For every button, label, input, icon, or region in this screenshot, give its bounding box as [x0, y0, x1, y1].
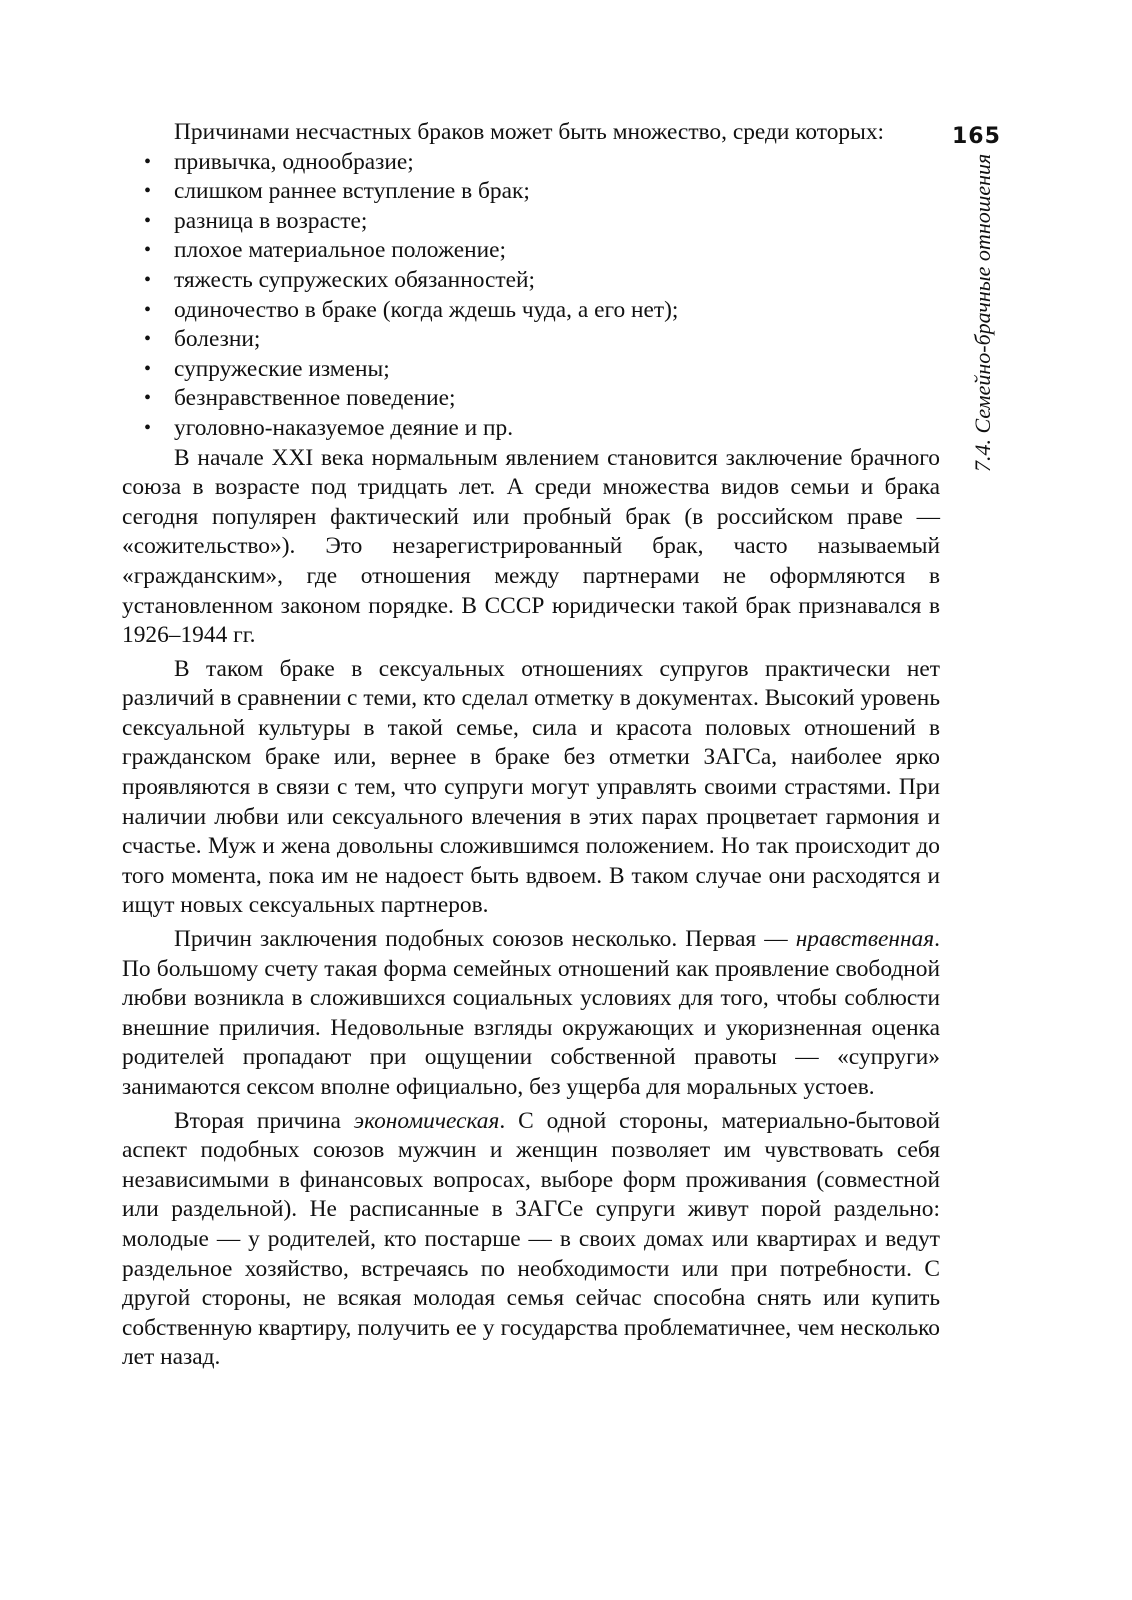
bullet-icon: •	[144, 150, 152, 173]
bullet-icon: •	[144, 180, 152, 203]
list-intro: Причинами несчастных браков может быть множество, среди которых:	[174, 119, 885, 145]
bullet-icon: •	[144, 239, 152, 262]
list-item: • безнравственное поведение;	[122, 384, 940, 414]
bullet-icon: •	[144, 268, 152, 291]
page-number: 165	[952, 124, 1001, 149]
list-item: • уголовно-наказуемое деяние и пр.	[122, 414, 940, 444]
list-item: • привычка, однообразие;	[122, 148, 940, 178]
list-item: • болезни;	[122, 325, 940, 355]
running-header: 7.4. Семейно-брачные отношения	[970, 153, 995, 472]
reasons-list	[122, 148, 940, 444]
bullet-icon: •	[144, 416, 152, 439]
body-text	[122, 118, 940, 1373]
bullet-icon: •	[144, 357, 152, 380]
bullet-icon: •	[144, 298, 152, 321]
list-item: • плохое материальное положение;	[122, 236, 940, 266]
bullet-icon: •	[144, 328, 152, 351]
list-item: • тяжесть супружеских обязанностей;	[122, 266, 940, 296]
emphasis-economic: экономическая	[353, 1107, 500, 1134]
paragraph-economic-reason: Вторая причина экономическая. С одной стороны, материально-бытовой аспект подобных союзов мужчин и женщин позволяет им чувствовать себя независимыми в финансовых вопросах, выборе форм проживания (совместной или раздельной). Не расписанные в ЗАГСе супруги живут порой раздельно: молодые — у родителей, кто постарше — в своих домах или квартирах и ведут раздельное хозяйство, встречаясь по необходимости или при потребности. С другой стороны, не всякая молодая семья сейчас способна снять или купить собственную квартиру, получить ее у государства проблематичнее, чем несколько лет назад.	[122, 1107, 940, 1371]
paragraph-moral-reason: Причин заключения подобных союзов несколько. Первая — нравственная. По большому счету такая форма семейных отношений как проявление свободной любви возникла в сложившихся социальных условиях для того, чтобы соблюсти внешние приличия. Недовольные взгляды окружающих и укоризненная оценка родителей пропадают при ощущении собственной правоты — «супруги» занимаются сексом вполне официально, без ущерба для моральных устоев.	[122, 926, 940, 1100]
paragraph-relations: В таком браке в сексуальных отношениях супругов практически нет различий в сравнении с теми, кто сделал отметку в документах. Высокий уровень сексуальной культуры в такой семье, сила и красота половых отношений в гражданском браке или, вернее в браке без отметки ЗАГСа, наиболее ярко проявляются в связи с тем, что супруги могут управлять своими страстями. При наличии любви или сексуального влечения в этих парах процветает гармония и счастье. Муж и жена довольны сложившимся положением. Но так происходит до того момента, пока им не надоест быть вдвоем. В таком случае они расходятся и ищут новых сексуальных партнеров.	[122, 655, 940, 919]
list-item: • слишком раннее вступление в брак;	[122, 177, 940, 207]
bullet-icon: •	[144, 387, 152, 410]
list-item: • супружеские измены;	[122, 355, 940, 385]
list-item: • разница в возрасте;	[122, 207, 940, 237]
emphasis-moral: нравственная	[795, 926, 935, 953]
paragraph-civil-marriage: В начале XXI века нормальным явлением становится заключение брачного союза в возрасте под тридцать лет. А среди множества видов семьи и брака сегодня популярен фактический или пробный брак (в российском праве — «сожительство»). Это незарегистрированный брак, часто называемый «гражданским», где отношения между партнерами не оформляются в установленном законом порядке. В СССР юридически такой брак признавался в 1926–1944 гг.	[122, 444, 940, 649]
bullet-icon: •	[144, 209, 152, 232]
list-item: • одиночество в браке (когда ждешь чуда, а его нет);	[122, 296, 940, 326]
